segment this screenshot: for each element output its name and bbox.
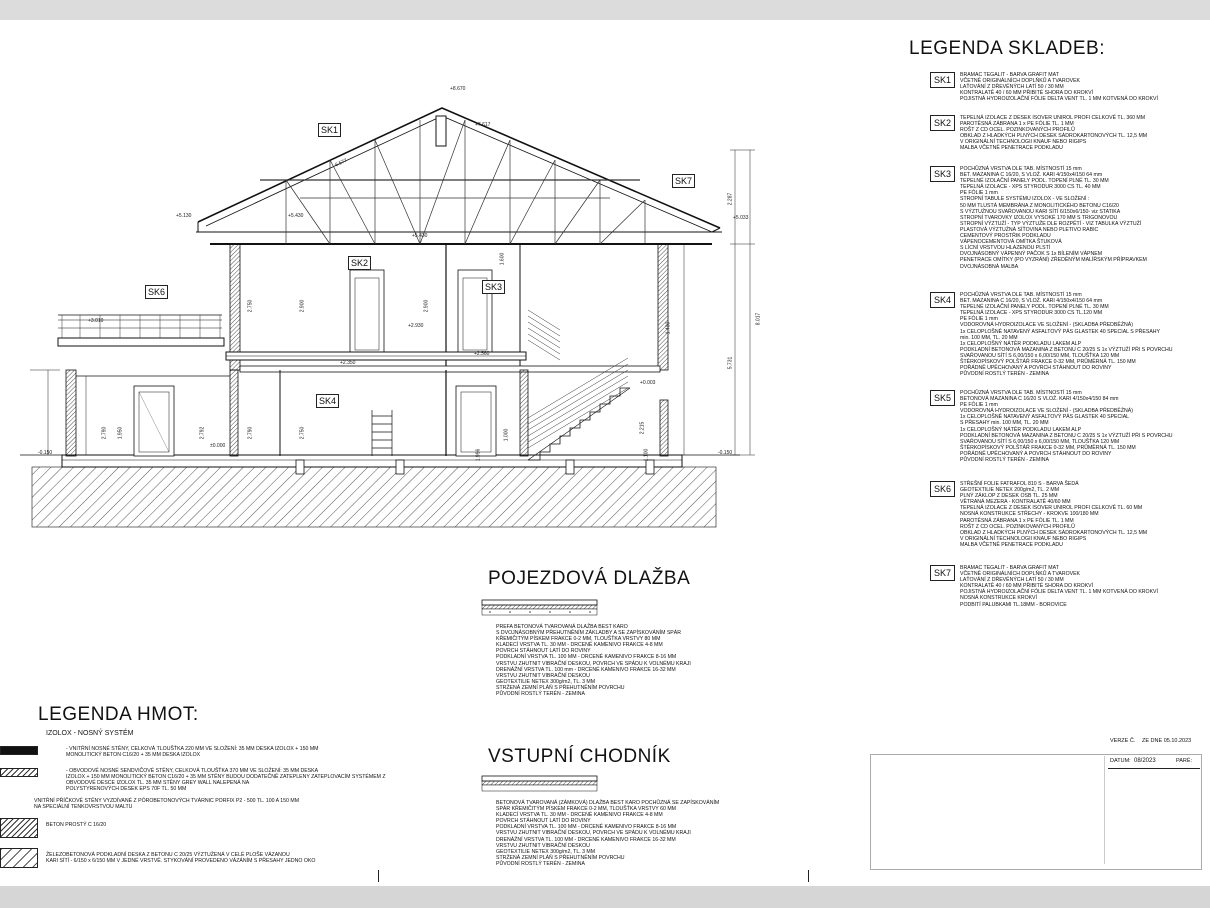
skladba-line: SVAŘOVANOU SÍTÍ S 6,00/150 x 6,00/150 MM, TLOUŠŤKA 120 MM — [960, 352, 1120, 359]
skladba-lines — [960, 115, 1210, 152]
skladba-line: BET. MAZANINA C 16/20, S VLOŽ. KARI 4/150x4/150 64 mm — [960, 298, 1103, 305]
skladba-line: 1x CELOPLOŠNÝ NÁTĚR PODKLADU LAKEM ALP — [960, 340, 1082, 347]
skladba-line: NOSNÁ KONSTRUKCE KROKVÍ — [960, 595, 1037, 602]
hmot-swatch — [0, 848, 38, 868]
hmot-line: VNITŘNÍ PŘÍČKOVÉ STĚNY VYZDÍVANÉ Z PÓROBETONOVÝCH TVÁRNIC PORFIX P2 - 500 TL. 100 A 150 MM — [34, 798, 300, 804]
dim-1000: 1.000 — [503, 428, 510, 442]
legenda-hmot-title: LEGENDA HMOT: — [38, 704, 199, 725]
skladba-line: OBKLAD Z HLADKÝCH PLNÝCH DESEK SÁDROKARTONOVÝCH TL. 12,5 MM — [960, 133, 1148, 140]
hmot-line: OBVODOVÉ DESCE IZOLOX TL. 35 MM STĚNY GREY WALL NALEPENÁ NA — [66, 780, 250, 787]
skladba-line: VĚTRANÁ MEZERA - KONTRALATĚ 40/60 MM — [960, 499, 1071, 506]
skladba-line: S LÍCNÍ VRSTVOU HLAZENOU PLSTÍ — [960, 245, 1051, 252]
layer-line: S DVOJNÁSOBNÝM PŘEHUTNĚNÍM ZÁKLADBY A SE ZAPÍSKOVÁNÍM SPÁR — [496, 630, 681, 637]
crop-mark-right — [808, 870, 809, 882]
skladba-line: BETONOVÁ MAZANINA C 16/20 S VLOŽ. KARI 4/150x4/150 84 mm — [960, 396, 1119, 403]
dim-2750b: 2.750 — [299, 426, 306, 440]
hmot-line: - OBVODOVÉ NOSNÉ SENDVIČOVÉ STĚNY, CELKOVÁ TLOUŠŤKA 370 MM VE SLOŽENÍ: 35 MM DESKA — [66, 768, 319, 774]
skladba-code: SK7 — [930, 565, 955, 581]
level-right-eave: +5.033 — [733, 215, 749, 221]
skladba-line: GEOTEXTILIE NETEX 200g/m2, TL. 2 MM — [960, 487, 1060, 494]
roof-outline — [198, 108, 720, 228]
skladba-line: PE FÓLIE 1 mm — [960, 190, 998, 197]
skladba-line: NOSNÁ KONSTRUKCE STŘECHY - KROKVE 100/180 MM — [960, 511, 1099, 518]
skladba-line: DVOJNÁSOBNÝ VÁPENNÝ PAČOK S 1x BÍLENÍM VÁPNEM — [960, 251, 1103, 258]
skladba-code: SK2 — [930, 115, 955, 131]
skladba-line: PLASTOVÁ VÝZTUŽNÁ SÍŤOVINA NEBO PLETIVO RABIC — [960, 226, 1099, 233]
hmot-line: IZOLOX + 150 MM MONOLITICKÝ BETON C16/20 + 35 MM STĚNY BUDOU DODATEČNĚ ZATEPLENY ZATEPLOVACÍM SYSTÉMEM Z — [66, 774, 386, 781]
skladba-line: S PŘESAHY min. 100 MM, TL. 20 MM — [960, 420, 1049, 427]
skladba-line: PLNÝ ZÁKLOP Z DESEK OSB TL. 25 MM — [960, 493, 1058, 500]
dim-1600: 1.600 — [499, 252, 506, 266]
skladba-lines — [960, 565, 1210, 608]
skladba-line: BRAMAC TEGALIT - BARVA GRAFIT MAT — [960, 72, 1059, 78]
hmot-line: NA SPECIÁLNÍ TENKOVRSTVOU MALTU — [34, 804, 133, 811]
skladba-line: min. 100 MM, TL. 20 MM — [960, 334, 1018, 341]
skladba-line: LAŤOVÁNÍ Z DŘEVĚNÝCH LATÍ 50 / 30 MM — [960, 577, 1064, 584]
skladba-line: PE FÓLIE 1 mm — [960, 316, 998, 323]
layer-line: PODKLADNÍ VRSTVA TL. 100 MM - DRCENÉ KAMENIVO FRAKCE 8-16 MM — [496, 824, 677, 831]
hmot-line: KARI SÍTÍ - 6/150 x 6/150 MM V JEDNÉ VRSTVĚ. STYKOVÁNÍ PROVEDENO VÁZÁNÍM S PŘESAHY JEDNO OKO — [46, 858, 316, 865]
skladba-line: POŘÁDNĚ UPĚCHOVANÝ A POVRCH STÁHNOUT DO ROVINY — [960, 450, 1112, 457]
layer-line: STRŽENÁ ZEMNÍ PLÁŇ S PŘEHUTNĚNÍM POVRCHU — [496, 854, 625, 861]
skladba-lines — [960, 390, 1210, 463]
layer-line: STRŽENÁ ZEMNÍ PLÁŇ S PŘEHUTNĚNÍM POVRCHU — [496, 684, 625, 691]
skladba-line: PENETRACE OMÍTKY (PO VYZRÁNÍ) ZŘEDĚNÝM MALÍŘSKÝM PŘÍPRAVKEM — [960, 257, 1147, 264]
skladba-line: 1x CELOPLOŠNÝ NÁTĚR PODKLADU LAKEM ALP — [960, 426, 1082, 433]
skladba-line: POJISTNÁ HYDROIZOLAČNÍ FÓLIE DELTA VENT TL. 1 MM KOTVENÁ DO KROKVÍ — [960, 589, 1158, 596]
level-right-low: -0.150 — [718, 450, 733, 456]
layer-line: PŮVODNÍ ROSTLÝ TERÉN - ZEMINA — [496, 691, 585, 698]
skladba-lines — [960, 166, 1210, 270]
viewer-top-bar — [0, 0, 1210, 20]
layer-line: KLADECÍ VRSTVA TL. 30 MM - DRCENÉ KAMENIVO FRAKCE 4-8 MM — [496, 812, 663, 819]
dim-2792: 2.792 — [199, 426, 206, 440]
skladba-code: SK3 — [930, 166, 955, 182]
skladba-line: OBKLAD Z HLADKÝCH PLNÝCH DESEK SÁDROKARTONOVÝCH TL. 12,5 MM — [960, 529, 1148, 536]
skladba-line: 1x CELOPLOŠNĚ NATAVENÝ ASFALTOVÝ PÁS GLASTEK 40 SPECIAL — [960, 414, 1130, 421]
layer-line: GEOTEXTILIE NETEX 300g/m2, TL. 3 MM — [496, 848, 596, 855]
hmot-line: MONOLITICKÝ BETON C16/20 + 35 MM DESKA IZOLOX — [66, 752, 201, 759]
level-ridge: +8.670 — [450, 86, 466, 92]
dim-1100: 1.100 — [643, 448, 650, 462]
skladba-line: SVAŘOVANOU SÍTÍ S 6,00/150 x 6,00/150 MM, TLOUŠŤKA 120 MM — [960, 438, 1120, 445]
level-terrace: +3.010 — [88, 318, 104, 324]
skladba-line: ROŠT Z CD OCEL. POZINKOVANÝCH PROFILŮ — [960, 523, 1075, 530]
skladba-line: VODOROVNÁ HYDROIZOLACE VE SLOŽENÍ - (SKLADBA PŘEDBĚŽNÁ) — [960, 408, 1133, 415]
level-inner: +5.430 — [412, 233, 428, 239]
level-left-eave: +5.130 — [176, 213, 192, 219]
drawing-tag-sk2: SK2 — [348, 256, 371, 270]
layer-line: KŘEMIČITÝM PÍSKEM FRAKCE 0-2 MM, TLOUŠŤKA VRSTVY 80 MM — [496, 636, 661, 643]
hmot-line: - VNITŘNÍ NOSNÉ STĚNY, CELKOVÁ TLOUŠŤKA 220 MM VE SLOŽENÍ: 35 MM DESKA IZOLOX + 150 MM — [66, 746, 319, 752]
skladba-line: MALBA VČETNĚ PENETRACE PODKLADU — [960, 541, 1063, 548]
hmot-text — [66, 768, 386, 792]
skladba-line: MALBA VČETNĚ PENETRACE PODKLADU — [960, 145, 1063, 152]
datum-label: DATUM: — [1110, 758, 1131, 764]
skladba-line: VODOROVNÁ HYDROIZOLACE VE SLOŽENÍ - (SKLADBA PŘEDBĚŽNÁ) — [960, 322, 1133, 329]
layer-line: SPÁR KŘEMIČITÝM PÍSKEM FRAKCE 0-2 MM, TLOUŠŤKA VRSTVY 60 MM — [496, 806, 676, 813]
house-section-drawing — [0, 20, 860, 540]
drawing-tag-sk4: SK4 — [316, 394, 339, 408]
hmot-text — [46, 852, 315, 864]
skladba-line: LAŤOVÁNÍ Z DŘEVĚNÝCH LATÍ 50 / 30 MM — [960, 84, 1064, 91]
skladba-line: STROPNÍ VÝZTUŽÍ - TYP VÝZTUŽE DLE ROZPĚTÍ - VIZ TABULKA VÝZTUŽÍ — [960, 220, 1142, 227]
skladba-line: POCHŮZNÁ VRSTVA DLE TAB. MÍSTNOSTÍ 15 mm — [960, 166, 1082, 172]
skladba-line: PŮVODNÍ ROSTLÝ TERÉN - ZEMINA — [960, 457, 1049, 464]
hmot-text — [34, 798, 299, 810]
layer-line: VRSTVU ZHUTNIT VIBRAČNÍ DESKOU, POVRCH VE SPÁDU K VOLNÉMU KRAJI — [496, 830, 691, 837]
skladba-line: PAROTĚSNÁ ZÁBRANA 1 x PE FÓLIE TL. 1 MM — [960, 517, 1074, 524]
skladba-line: PŮVODNÍ ROSTLÝ TERÉN - ZEMINA — [960, 371, 1049, 378]
hmot-subtitle: IZOLOX - NOSNÝ SYSTÉM — [46, 730, 134, 737]
skladba-line: ŠTĚRKOPÍSKOVÝ POLŠTÁŘ FRAKCE 0-32 MM, PRŮMĚRNÁ TL. 150 MM — [960, 444, 1136, 451]
skladba-line: ROŠT Z CD OCEL. POZINKOVANÝCH PROFILŮ — [960, 127, 1075, 134]
drawing-tag-sk1: SK1 — [318, 123, 341, 137]
level-step: +0.003 — [640, 380, 656, 386]
version-date: ZE DNE 05.10.2023 — [1142, 738, 1192, 744]
skladba-line: TEPELNÁ IZOLACE - XPS STYRODUR 3000 CS TL. 40 MM — [960, 184, 1101, 191]
skladba-line: VČETNĚ ORIGINÁLNÍCH DOPLŇKŮ A TVAROVEK — [960, 78, 1081, 85]
hmot-swatch — [0, 746, 38, 755]
pare-label: PARÉ: — [1176, 758, 1193, 764]
layer-line: DRENÁŽNÍ VRSTVA TL. 100 mm - DRCENÉ KAMENIVO FRAKCE 16-32 MM — [496, 666, 676, 673]
skladba-line: V ORIGINÁLNÍ TECHNOLOGII KNAUF NEBO RIGIPS — [960, 535, 1087, 542]
drawing-tag-sk7: SK7 — [672, 174, 695, 188]
layer-line: POVRCH STÁHNOUT LATÍ DO ROVINY — [496, 818, 591, 825]
crop-mark-left — [378, 870, 379, 882]
skladba-line: V ORIGINÁLNÍ TECHNOLOGII KNAUF NEBO RIGIPS — [960, 139, 1087, 146]
title-block-rule — [1108, 768, 1200, 769]
skladba-line: 1x CELOPLOŠNĚ NATAVENÝ ASFALTOVÝ PÁS GLASTEK 40 SPECIAL S PŘESAHY — [960, 328, 1160, 335]
skladba-line: VČETNĚ ORIGINÁLNÍCH DOPLŇKŮ A TVAROVEK — [960, 571, 1081, 578]
legenda-skladeb-title: LEGENDA SKLADEB: — [909, 38, 1105, 59]
skladba-line: S VÝZTUŽNOU SVAŘOVANOU KARI SÍTÍ 6/150x6/150- viz STATIKA — [960, 208, 1121, 215]
dim-right-lower: 5.731 — [727, 356, 734, 370]
skladba-line: BRAMAC TEGALIT - BARVA GRAFIT MAT — [960, 565, 1059, 571]
dim-1996: 1.996 — [475, 448, 482, 462]
drawing-sheet — [0, 20, 1210, 886]
drawing-tag-sk3: SK3 — [482, 280, 505, 294]
vstupni-layer-symbol — [480, 774, 600, 798]
layer-line: VRSTVU ZHUTNIT VIBRAČNÍ DESKOU — [496, 672, 590, 679]
skladba-line: PAROTĚSNÁ ZÁBRANA 1 x PE FÓLIE TL. 1 MM — [960, 121, 1074, 128]
layer-line: DRENÁŽNÍ VRSTVA TL. 100 MM - DRCENÉ KAMENIVO FRAKCE 16-32 MM — [496, 836, 676, 843]
skladba-line: TEPELNÉ IZOLAČNÍ PANELY PODL. TOPENÍ PLNÉ TL. 30 MM — [960, 304, 1109, 311]
skladba-line: ŠTĚRKOPÍSKOVÝ POLŠTÁŘ FRAKCE 0-32 MM, PRŮMĚRNÁ TL. 150 MM — [960, 359, 1136, 366]
skladba-line: TEPELNÉ IZOLAČNÍ PANELY PODL. TOPENÍ PLNÉ TL. 30 MM — [960, 178, 1109, 185]
skladba-lines — [960, 292, 1210, 377]
dim-right-total: 8.017 — [755, 312, 762, 326]
skladba-lines — [960, 481, 1210, 548]
skladba-line: 50 MM TLUSTÁ MEMBRÁNA Z MONOLITICKÉHO BETONU C16/20 — [960, 202, 1119, 209]
viewer-bottom-bar — [0, 886, 1210, 908]
skladba-line: POJISTNÁ HYDROIZOLAČNÍ FÓLIE DELTA VENT TL. 1 MM KOTVENÁ DO KROKVÍ — [960, 96, 1158, 103]
skladba-line: DVOJNÁSOBNÁ MALBA — [960, 263, 1019, 270]
layer-line: GEOTEXTILIE NETEX 300g/m2, TL. 3 MM — [496, 678, 596, 685]
door-lower-left — [134, 386, 174, 456]
vstupni-layers — [496, 800, 719, 867]
layer-line: PŮVODNÍ ROSTLÝ TERÉN - ZEMINA — [496, 860, 585, 867]
level-floor2: +2.930 — [408, 323, 424, 329]
layer-line: VRSTVU ZHUTNIT VIBRAČNÍ DESKOU — [496, 842, 590, 849]
dim-2790b: 2.790 — [101, 426, 108, 440]
dim-2900a: 2.900 — [299, 299, 306, 313]
skladba-line: STROPNÍ TVAROVKY IZOLOX VYSOKÉ 170 MM S TRIGONOVOU — [960, 214, 1118, 221]
level-ground: ±0.000 — [210, 443, 226, 449]
hmot-text — [46, 822, 106, 828]
layer-line: PODKLADNÍ VRSTVA TL. 100 MM - DRCENÉ KAMENIVO FRAKCE 8-16 MM — [496, 654, 677, 661]
skladba-line: POCHŮZNÁ VRSTVA DLE TAB. MÍSTNOSTÍ 15 mm — [960, 390, 1082, 396]
skladba-line: CEMENTOVÝ PROSTŘIK PODKLADU — [960, 233, 1051, 240]
layer-line: POVRCH STÁHNOUT LATÍ DO ROVINY — [496, 648, 591, 655]
skladba-line: BET. MAZANINA C 16/20, S VLOŽ. KARI 4/150x4/150 64 mm — [960, 172, 1103, 179]
dim-2900b: 2.900 — [423, 299, 430, 313]
skladba-lines — [960, 72, 1210, 102]
skladba-line: PODBITÍ PALUBKAMI TL.18MM - BOROVICE — [960, 601, 1067, 608]
skladba-line: KONTRALATĚ 40 / 60 MM PŘIBITÉ SHORA DO KROKVÍ — [960, 583, 1094, 590]
skladba-code: SK6 — [930, 481, 955, 497]
level-top: +7.617 — [475, 122, 491, 128]
drawing-tag-sk6: SK6 — [145, 285, 168, 299]
hmot-swatch — [0, 818, 38, 838]
layer-line: PREFA BETONOVÁ TVAROVANÁ DLAŽBA BEST KARO — [496, 624, 628, 630]
skladba-line: PODKLADNÍ BETONOVÁ MAZANINA Z BETONU C 20/25 S 1x VÝZTUŽÍ PŘI S POVRCHU — [960, 432, 1173, 439]
pojezdova-title: POJEZDOVÁ DLAŽBA — [488, 568, 691, 589]
vstupni-title: VSTUPNÍ CHODNÍK — [488, 746, 671, 767]
skladba-line: TEPELNÁ IZOLACE Z DESEK ISOVER UNIROL PROFI CELKOVĚ TL. 360 MM — [960, 115, 1146, 121]
skladba-code: SK1 — [930, 72, 955, 88]
level-left-low: -0.150 — [38, 450, 53, 456]
hmot-text — [66, 746, 318, 758]
skladba-line: POŘÁDNĚ UPĚCHOVANÝ A POVRCH STÁHNOUT DO ROVINY — [960, 365, 1112, 372]
skladba-line: PE FÓLIE 1 mm — [960, 402, 998, 409]
level-stairs: +2.560 — [474, 351, 490, 357]
layer-line: VRSTVU ZHUTNIT VIBRAČNÍ DESKOU, POVRCH VE SPÁDU K VOLNÉMU KRAJI — [496, 660, 691, 667]
level-mid-eave: +5.430 — [288, 213, 304, 219]
title-block-area — [872, 756, 1105, 864]
version-label: VERZE Č. — [1110, 738, 1136, 744]
dim-right-upper: 2.287 — [727, 192, 734, 206]
skladba-line: PODKLADNÍ BETONOVÁ MAZANINA Z BETONU C 20/25 S 1x VÝZTUŽÍ PŘI S POVRCHU — [960, 346, 1173, 353]
hmot-line: BETON PROSTÝ C 16/20 — [46, 822, 107, 828]
ground-terrain — [32, 467, 716, 527]
skladba-line: KONTRALATĚ 40 / 60 MM PŘIBITÉ SHORA DO KROKVÍ — [960, 90, 1094, 97]
hmot-line: POLYSTYRENOVÝCH DESEK EPS 70F TL. 50 MM — [66, 786, 187, 793]
dim-1950: 1.950 — [117, 426, 124, 440]
datum-value: 08/2023 — [1134, 758, 1156, 764]
skladba-line: STŘEŠNÍ FOLIE FATRAFOL 810 S - BARVA ŠEDÁ — [960, 481, 1079, 487]
skladba-code: SK5 — [930, 390, 955, 406]
layer-line: KLADECÍ VRSTVA TL. 30 MM - DRCENÉ KAMENIVO FRAKCE 4-8 MM — [496, 642, 663, 649]
dim-2790: 2.790 — [247, 426, 254, 440]
layer-line: BETONOVÁ TVAROVANÁ (ZÁMKOVÁ) DLAŽBA BEST KARO POCHŮZNÁ SE ZAPÍSKOVÁNÍM — [496, 800, 720, 806]
skladba-line: TEPELNÁ IZOLACE - XPS STYRODUR 3000 CS TL.120 MM — [960, 310, 1103, 317]
pojezdova-layers — [496, 624, 691, 697]
dim-roof-slope: 6.577 — [334, 157, 349, 169]
skladba-code: SK4 — [930, 292, 955, 308]
foundation-slab — [62, 455, 682, 467]
skladba-line: STROPNÍ TABULE SYSTÉMU IZOLOX - VE SLOŽENÍ : — [960, 196, 1090, 203]
hmot-swatch — [0, 768, 38, 777]
skladba-line: VÁPENOCEMENTOVÁ OMÍTKA ŠTUKOVÁ — [960, 239, 1062, 246]
pojezdova-layer-symbol — [480, 598, 600, 622]
dim-2215: 2.215 — [639, 421, 646, 435]
door-lower-right — [456, 386, 496, 456]
hmot-line: ŽELEZOBETONOVÁ PODKLADNÍ DESKA Z BETONU C 20/25 VÝZTUŽENÁ V CELÉ PLOŠE VÁZANOU — [46, 852, 290, 858]
skladba-line: POCHŮZNÁ VRSTVA DLE TAB. MÍSTNOSTÍ 15 mm — [960, 292, 1082, 298]
dim-1400: 1.400 — [665, 321, 672, 335]
dim-2750: 2.750 — [247, 299, 254, 313]
level-floor2b: +2.350 — [340, 360, 356, 366]
skladba-line: TEPELNÁ IZOLACE Z DESEK ISOVER UNIROL PROFI CELKOVĚ TL. 60 MM — [960, 505, 1143, 512]
